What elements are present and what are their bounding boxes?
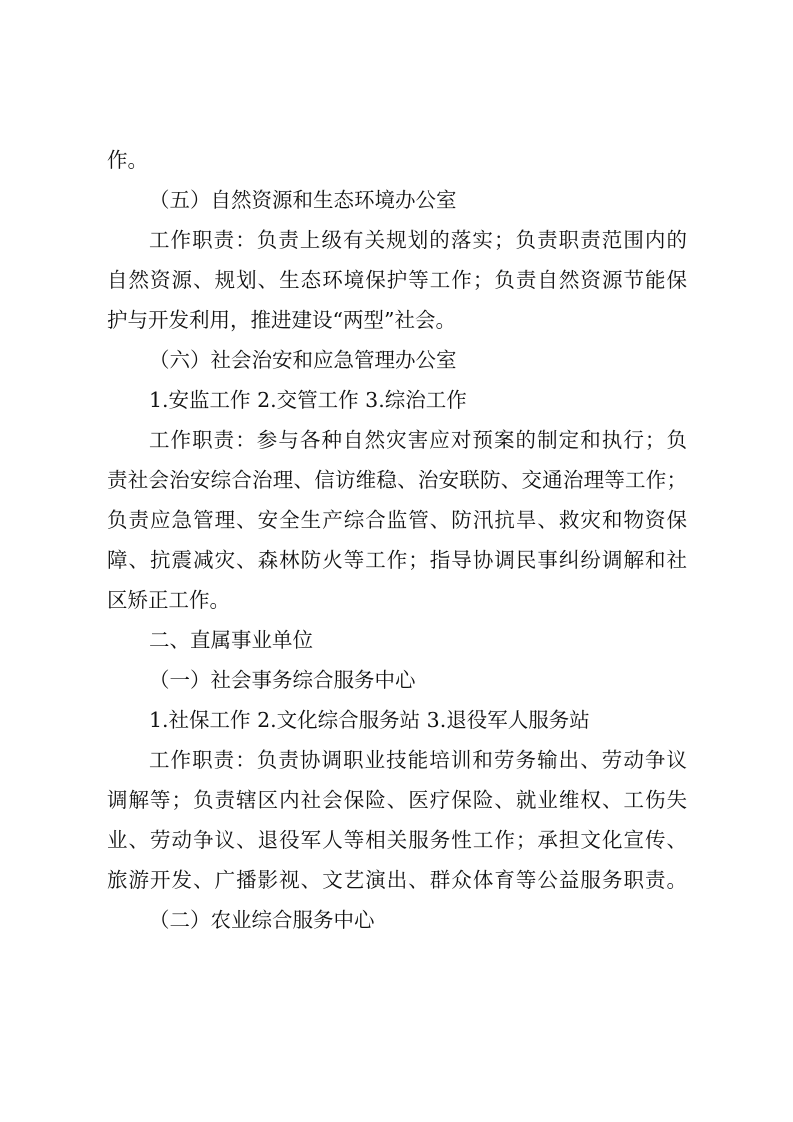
text-line: （六）社会治安和应急管理办公室: [149, 348, 457, 372]
text-line: 负责应急管理、安全生产综合监管、防汛抗旱、救灾和物资保: [107, 508, 687, 532]
text-line: 业、劳动争议、退役军人等相关服务性工作；承担文化宣传、: [107, 828, 687, 852]
text-line: 工作职责：负责协调职业技能培训和劳务输出、劳动争议: [149, 748, 687, 772]
text-line: 自然资源、规划、生态环境保护等工作；负责自然资源节能保: [107, 268, 687, 292]
text-line: 1.社保工作 2.文化综合服务站 3.退役军人服务站: [149, 708, 590, 732]
text-line: 作。: [107, 148, 148, 172]
text-line: 1.安监工作 2.交管工作 3.综治工作: [149, 388, 467, 412]
text-line: 工作职责：负责上级有关规划的落实；负责职责范围内的: [149, 228, 687, 252]
text-line: （五）自然资源和生态环境办公室: [149, 188, 457, 212]
text-line: 区矫正工作。: [107, 588, 230, 612]
document-body: [107, 140, 687, 940]
text-line: 责社会治安综合治理、信访维稳、治安联防、交通治理等工作；: [107, 468, 687, 492]
text-line: 旅游开发、广播影视、文艺演出、群众体育等公益服务职责。: [107, 868, 687, 892]
text-line: 工作职责：参与各种自然灾害应对预案的制定和执行；负: [149, 428, 687, 452]
text-line: （一）社会事务综合服务中心: [149, 668, 416, 692]
text-line: 障、抗震减灾、森林防火等工作；指导协调民事纠纷调解和社: [107, 548, 687, 572]
text-line: 护与开发利用，推进建设“两型”社会。: [107, 308, 456, 332]
text-line: 调解等；负责辖区内社会保险、医疗保险、就业维权、工伤失: [107, 788, 687, 812]
text-line: 二、直属事业单位: [149, 628, 313, 652]
text-line: （二）农业综合服务中心: [149, 908, 375, 932]
